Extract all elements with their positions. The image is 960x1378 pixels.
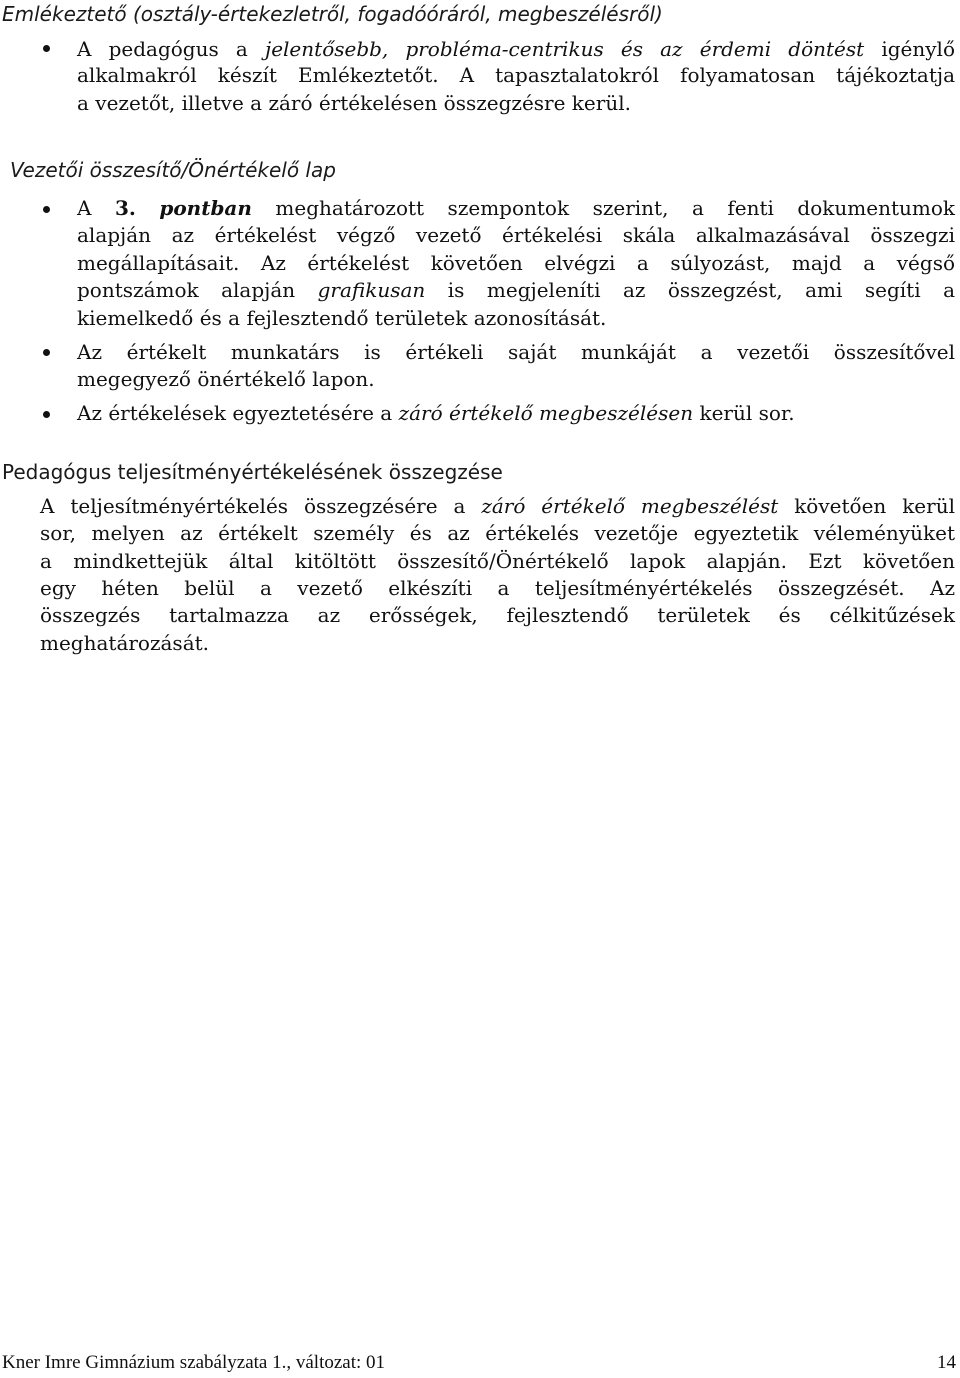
paragraph-line: alapján az értékelést végző vezető értékelési skála alkalmazásával összegzi <box>77 223 955 247</box>
page-number: 14 <box>937 1352 956 1373</box>
text-run: A <box>77 196 115 220</box>
text-run <box>136 196 160 220</box>
bullet-icon <box>43 349 50 356</box>
text-run: kerül sor. <box>693 401 795 425</box>
text-run: is megjeleníti az összegzést, ami segíti a <box>425 278 955 302</box>
bullet-icon <box>43 411 50 418</box>
text-run: meghatározott szempontok szerint, a fenti dokumentumok <box>251 196 955 220</box>
paragraph-line <box>77 37 955 61</box>
italic-text: jelentősebb, probléma-centrikus és az érdemi döntést <box>265 37 865 61</box>
text-run: Az értékelések egyeztetésére a <box>77 401 399 425</box>
paragraph-line <box>40 494 955 518</box>
paragraph-line: alkalmakról készít Emlékeztetőt. A tapasztalatokról folyamatosan tájékoztatja <box>77 63 955 87</box>
section-heading-emlekezteto: Emlékeztető (osztály-értekezletről, fogadóóráról, megbeszélésről) <box>2 2 663 26</box>
paragraph-line: Az értékelt munkatárs is értékeli saját munkáját a vezetői összesítővel <box>77 340 955 364</box>
paragraph-line <box>77 278 955 302</box>
italic-text: grafikusan <box>317 278 426 302</box>
paragraph-line: meghatározását. <box>40 631 210 655</box>
text-run: A pedagógus a <box>77 37 265 61</box>
text-run: követően kerül <box>778 494 955 518</box>
footer-title: Kner Imre Gimnázium szabályzata 1., változat: 01 <box>2 1352 386 1373</box>
paragraph-line: sor, melyen az értékelt személy és az értékelés vezetője egyeztetik véleményüket <box>40 521 955 545</box>
paragraph-line: megegyező önértékelő lapon. <box>77 367 375 391</box>
section-heading-osszegzes: Pedagógus teljesítményértékelésének összegzése <box>2 460 503 484</box>
text-run: A teljesítményértékelés összegzésére a <box>40 494 482 518</box>
text-run: igénylő <box>864 37 955 61</box>
paragraph-line: egy héten belül a vezető elkészíti a teljesítményértékelés összegzését. Az <box>40 576 955 600</box>
bold-italic-text: pontban <box>159 196 252 220</box>
paragraph-line: a mindkettejük által kitöltött összesítő/Önértékelő lapok alapján. Ezt követően <box>40 549 955 573</box>
text-run: pontszámok alapján <box>77 278 318 302</box>
bold-text: 3. <box>114 196 136 220</box>
bullet-icon <box>43 45 50 52</box>
paragraph-line: összegzés tartalmazza az erősségek, fejlesztendő területek és célkitűzések <box>40 603 955 627</box>
bullet-icon <box>43 206 50 213</box>
paragraph-line: a vezetőt, illetve a záró értékelésen összegzésre kerül. <box>77 91 631 115</box>
italic-text: záró értékelő megbeszélésen <box>398 401 694 425</box>
italic-text: záró értékelő megbeszélést <box>481 494 779 518</box>
section-heading-vezetoi-osszesito: Vezetői összesítő/Önértékelő lap <box>10 158 336 182</box>
paragraph-line <box>77 196 955 220</box>
paragraph-line <box>77 401 795 425</box>
paragraph-line: megállapításait. Az értékelést követően elvégzi a súlyozást, majd a végső <box>77 251 955 275</box>
paragraph-line: kiemelkedő és a fejlesztendő területek azonosítását. <box>77 306 607 330</box>
